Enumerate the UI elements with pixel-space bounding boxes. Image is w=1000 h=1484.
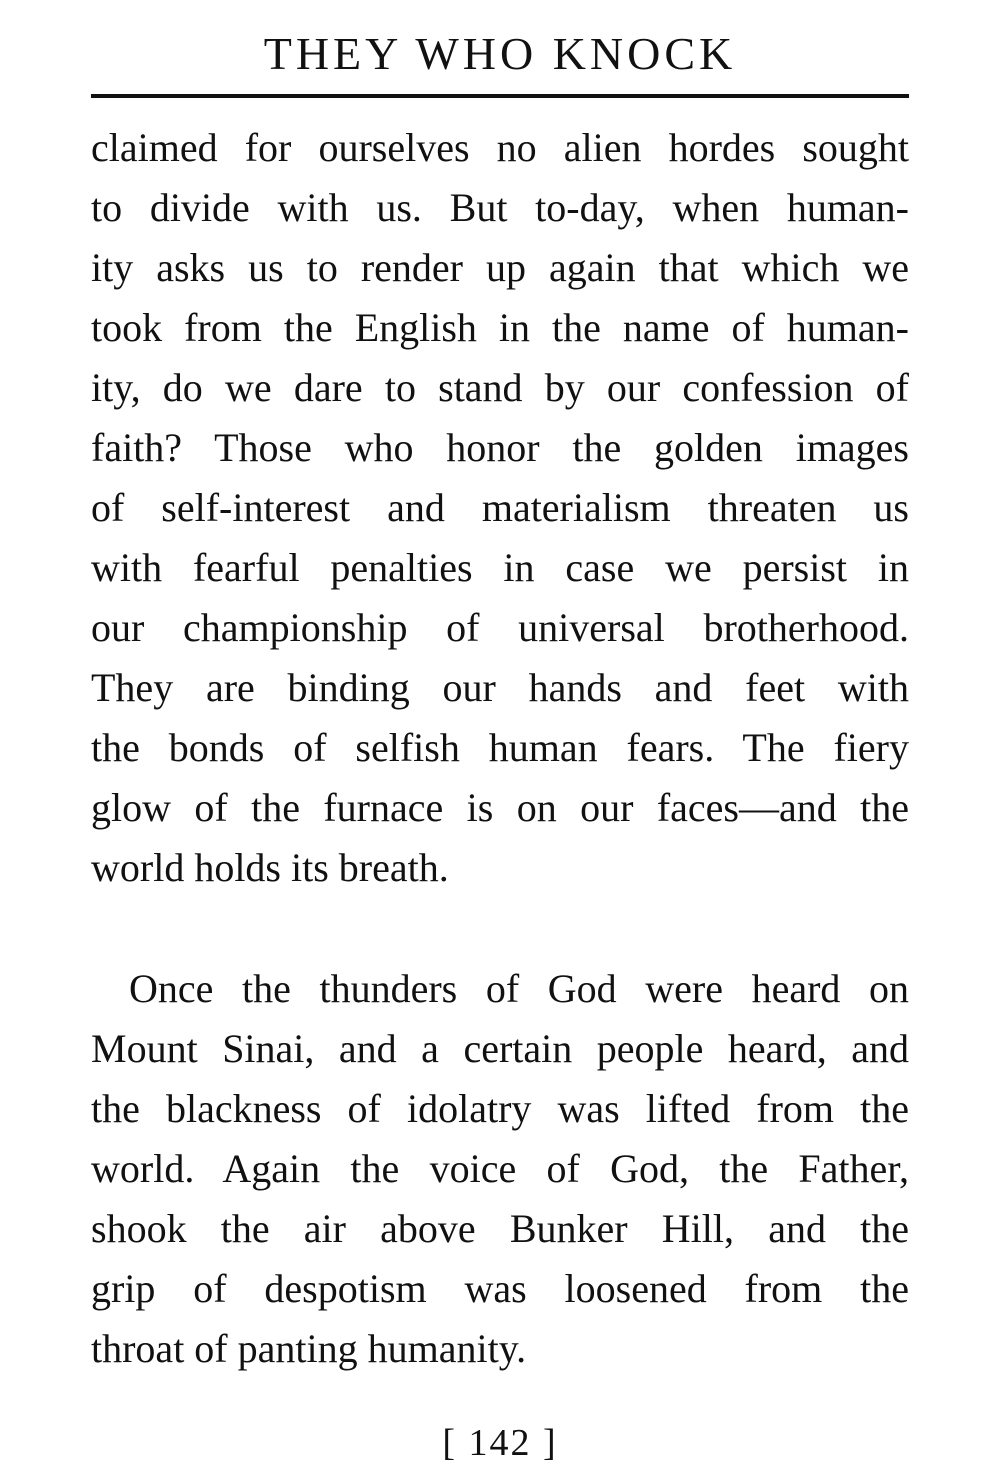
text-line: world. Again the voice of God, the Father,	[91, 1146, 909, 1191]
page-number: [ 142 ]	[442, 1422, 558, 1464]
paragraph-1	[91, 118, 909, 898]
text-line: Mount Sinai, and a certain people heard, and	[91, 1026, 909, 1071]
text-line: claimed for ourselves no alien hordes sought	[91, 125, 909, 170]
text-line: with fearful penalties in case we persist in	[91, 545, 909, 590]
text-line: world holds its breath.	[91, 845, 449, 890]
running-head: THEY WHO KNOCK	[263, 28, 737, 79]
text-line: glow of the furnace is on our faces—and the	[91, 785, 909, 830]
text-line: throat of panting humanity.	[91, 1326, 527, 1371]
text-line: Once the thunders of God were heard on	[129, 966, 909, 1011]
text-line: shook the air above Bunker Hill, and the	[91, 1206, 909, 1251]
text-line: our championship of universal brotherhood.	[91, 605, 909, 650]
header-rule	[91, 94, 909, 98]
text-line: to divide with us. But to-day, when human-	[91, 185, 909, 230]
text-line: of self-interest and materialism threaten us	[91, 485, 909, 530]
text-line: ity, do we dare to stand by our confession of	[91, 365, 909, 410]
paragraph-2	[91, 959, 909, 1379]
text-line: They are binding our hands and feet with	[91, 665, 909, 710]
text-line: grip of despotism was loosened from the	[91, 1266, 909, 1311]
text-line: faith? Those who honor the golden images	[91, 425, 909, 470]
text-line: took from the English in the name of human-	[91, 305, 909, 350]
text-line: the blackness of idolatry was lifted from the	[91, 1086, 909, 1131]
text-line: the bonds of selfish human fears. The fiery	[91, 725, 909, 770]
text-line: ity asks us to render up again that which we	[91, 245, 909, 290]
